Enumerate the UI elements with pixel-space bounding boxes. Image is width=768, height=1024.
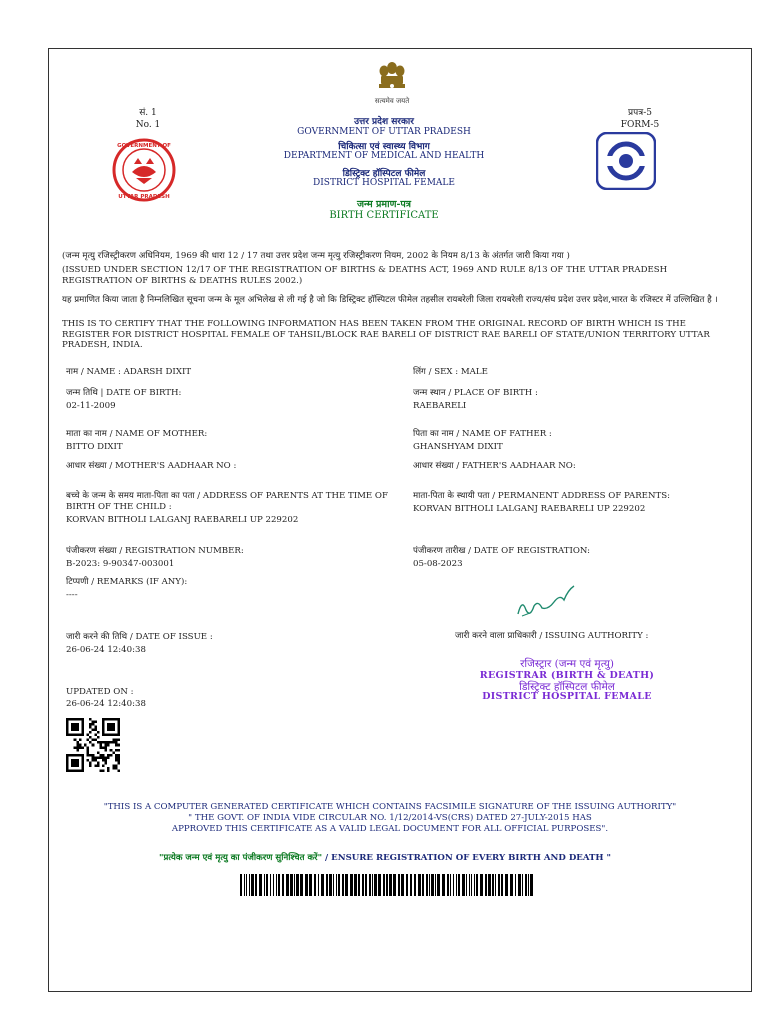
updated-on-label: UPDATED ON : <box>66 687 134 697</box>
dob-value: 02-11-2009 <box>66 401 116 411</box>
child-name: नाम / NAME : ADARSH DIXIT <box>66 367 192 377</box>
issued-under-english: (ISSUED UNDER SECTION 12/17 OF THE REGISTRATION OF BIRTHS & DEATHS ACT, 1969 AND RULE 8/13 OF THE UTTAR PRADESH REGISTRATION OF BIRTHS & DEATHS RULES 2002.) <box>62 265 668 286</box>
seal-bottom-text: UTTAR PRADESH <box>118 194 170 200</box>
crs-logo-icon <box>596 132 656 190</box>
permanent-address-value: KORVAN BITHOLI LALGANJ RAEBARELI UP 229202 <box>413 504 646 514</box>
mother-name-value: BITTO DIXIT <box>66 442 123 452</box>
dob-label: जन्म तिथि | DATE OF BIRTH: <box>66 388 182 398</box>
form-english: FORM-5 <box>620 120 660 130</box>
place-of-birth-label: जन्म स्थान / PLACE OF BIRTH : <box>413 388 538 398</box>
certify-statement-hindi: यह प्रमाणित किया जाता है निम्नलिखित सूचना जन्म के मूल अभिलेख से ली गई है जो कि डिस्ट्रिक्ट हॉस्पिटल फीमेल तहसील रायबरेली जिला रायबरेली राज्य/संघ प्रदेश उत्तर प्रदेश,भारत के रजिस्टर में उल्लिखित है । <box>62 295 718 305</box>
mother-aadhaar-label: आधार संख्या / MOTHER'S AADHAAR NO : <box>66 461 237 471</box>
state-english: GOVERNMENT OF UTTAR PRADESH <box>297 127 471 137</box>
registrar-stamp-hindi: रजिस्ट्रार (जन्म एवं मृत्यु) <box>520 658 614 670</box>
seal-top-text: GOVERNMENT OF <box>117 143 171 149</box>
slogan-hindi: "प्रत्येक जन्म एवं मृत्यु का पंजीकरण सुनिश्चित करें" <box>159 853 323 863</box>
number-hindi: सं. 1 <box>139 108 157 118</box>
date-of-issue-value: 26-06-24 12:40:38 <box>66 645 146 655</box>
slogan-english: / ENSURE REGISTRATION OF EVERY BIRTH AND DEATH " <box>322 853 611 863</box>
stamp-hospital-hindi: डिस्ट्रिक्ट हॉस्पिटल फीमेल <box>519 681 615 693</box>
computer-generated-note: "THIS IS A COMPUTER GENERATED CERTIFICATE WHICH CONTAINS FACSIMILE SIGNATURE OF THE ISSUING AUTHORITY" <box>103 802 677 812</box>
sex: लिंग / SEX : MALE <box>413 367 488 377</box>
permanent-address-label: माता-पिता के स्थायी पता / PERMANENT ADDRESS OF PARENTS: <box>413 491 670 501</box>
department-english: DEPARTMENT OF MEDICAL AND HEALTH <box>283 151 485 161</box>
registration-slogan <box>60 851 710 863</box>
certificate-title-english: BIRTH CERTIFICATE <box>329 210 439 221</box>
registrar-stamp-english: REGISTRAR (BIRTH & DEATH) <box>479 670 655 681</box>
updated-on-value: 26-06-24 12:40:38 <box>66 699 146 709</box>
remarks-value: ---- <box>66 590 78 600</box>
emblem-motto: सत्यमेव जयते <box>374 97 410 105</box>
hospital-english: DISTRICT HOSPITAL FEMALE <box>313 178 455 188</box>
registration-number-value: B-2023: 9-90347-003001 <box>66 559 175 569</box>
certify-statement-english: THIS IS TO CERTIFY THAT THE FOLLOWING INFORMATION HAS BEEN TAKEN FROM THE ORIGINAL RECORD OF BIRTH WHICH IS THE REGISTER FOR DISTRICT HOSPITAL FEMALE OF TAHSIL/BLOCK RAE BARELI OF DISTRICT RAE BARELI OF STATE/UNION TERRITORY UTTAR PRADESH, INDIA. <box>62 319 710 350</box>
state-hindi: उत्तर प्रदेश सरकार <box>354 117 414 127</box>
issuing-authority-label: जारी करने वाला प्राधिकारी / ISSUING AUTHORITY : <box>455 631 649 641</box>
date-of-issue-label: जारी करने की तिथि / DATE OF ISSUE : <box>66 632 213 642</box>
place-of-birth-value: RAEBARELI <box>413 401 467 411</box>
address-at-birth-value: KORVAN BITHOLI LALGANJ RAEBARELI UP 229202 <box>66 515 299 525</box>
father-aadhaar-label: आधार संख्या / FATHER'S AADHAAR NO: <box>413 461 576 471</box>
address-at-birth-label: बच्चे के जन्म के समय माता-पिता का पता / ADDRESS OF PARENTS AT THE TIME OF BIRTH OF THE CHILD : <box>66 491 388 512</box>
qr-code <box>66 718 120 772</box>
signature-icon <box>514 580 580 620</box>
number-english: No. 1 <box>135 120 161 130</box>
father-name-label: पिता का नाम / NAME OF FATHER : <box>413 429 552 439</box>
remarks-label: टिप्पणी / REMARKS (IF ANY): <box>66 577 188 587</box>
validity-note: APPROVED THIS CERTIFICATE AS A VALID LEGAL DOCUMENT FOR ALL OFFICIAL PURPOSES". <box>171 824 609 834</box>
circular-note: " THE GOVT. OF INDIA VIDE CIRCULAR NO. 1/12/2014-VS(CRS) DATED 27-JULY-2015 HAS <box>188 813 592 823</box>
mother-name-label: माता का नाम / NAME OF MOTHER: <box>66 429 208 439</box>
form-hindi: प्रपत्र-5 <box>628 108 652 118</box>
father-name-value: GHANSHYAM DIXIT <box>413 442 503 452</box>
registration-date-label: पंजीकरण तारीख / DATE OF REGISTRATION: <box>413 546 591 556</box>
issued-under-hindi: (जन्म मृत्यु रजिस्ट्रीकरण अधिनियम, 1969 की धारा 12 / 17 तथा उत्तर प्रदेश जन्म मृत्यु रजिस्ट्रीकरण नियम, 2002 के नियम 8/13 के अंतर्गत जारी किया गया ) <box>62 251 570 261</box>
stamp-hospital-english: DISTRICT HOSPITAL FEMALE <box>482 691 652 702</box>
barcode <box>240 874 534 896</box>
registration-number-label: पंजीकरण संख्या / REGISTRATION NUMBER: <box>66 546 244 556</box>
uttar-pradesh-seal-icon <box>112 138 176 202</box>
hospital-hindi: डिस्ट्रिक्ट हॉस्पिटल फीमेल <box>342 169 426 179</box>
registration-date-value: 05-08-2023 <box>413 559 463 569</box>
certificate-title-hindi: जन्म प्रमाण-पत्र <box>356 199 412 210</box>
department-hindi: चिकित्सा एवं स्वास्थ्य विभाग <box>338 142 430 152</box>
